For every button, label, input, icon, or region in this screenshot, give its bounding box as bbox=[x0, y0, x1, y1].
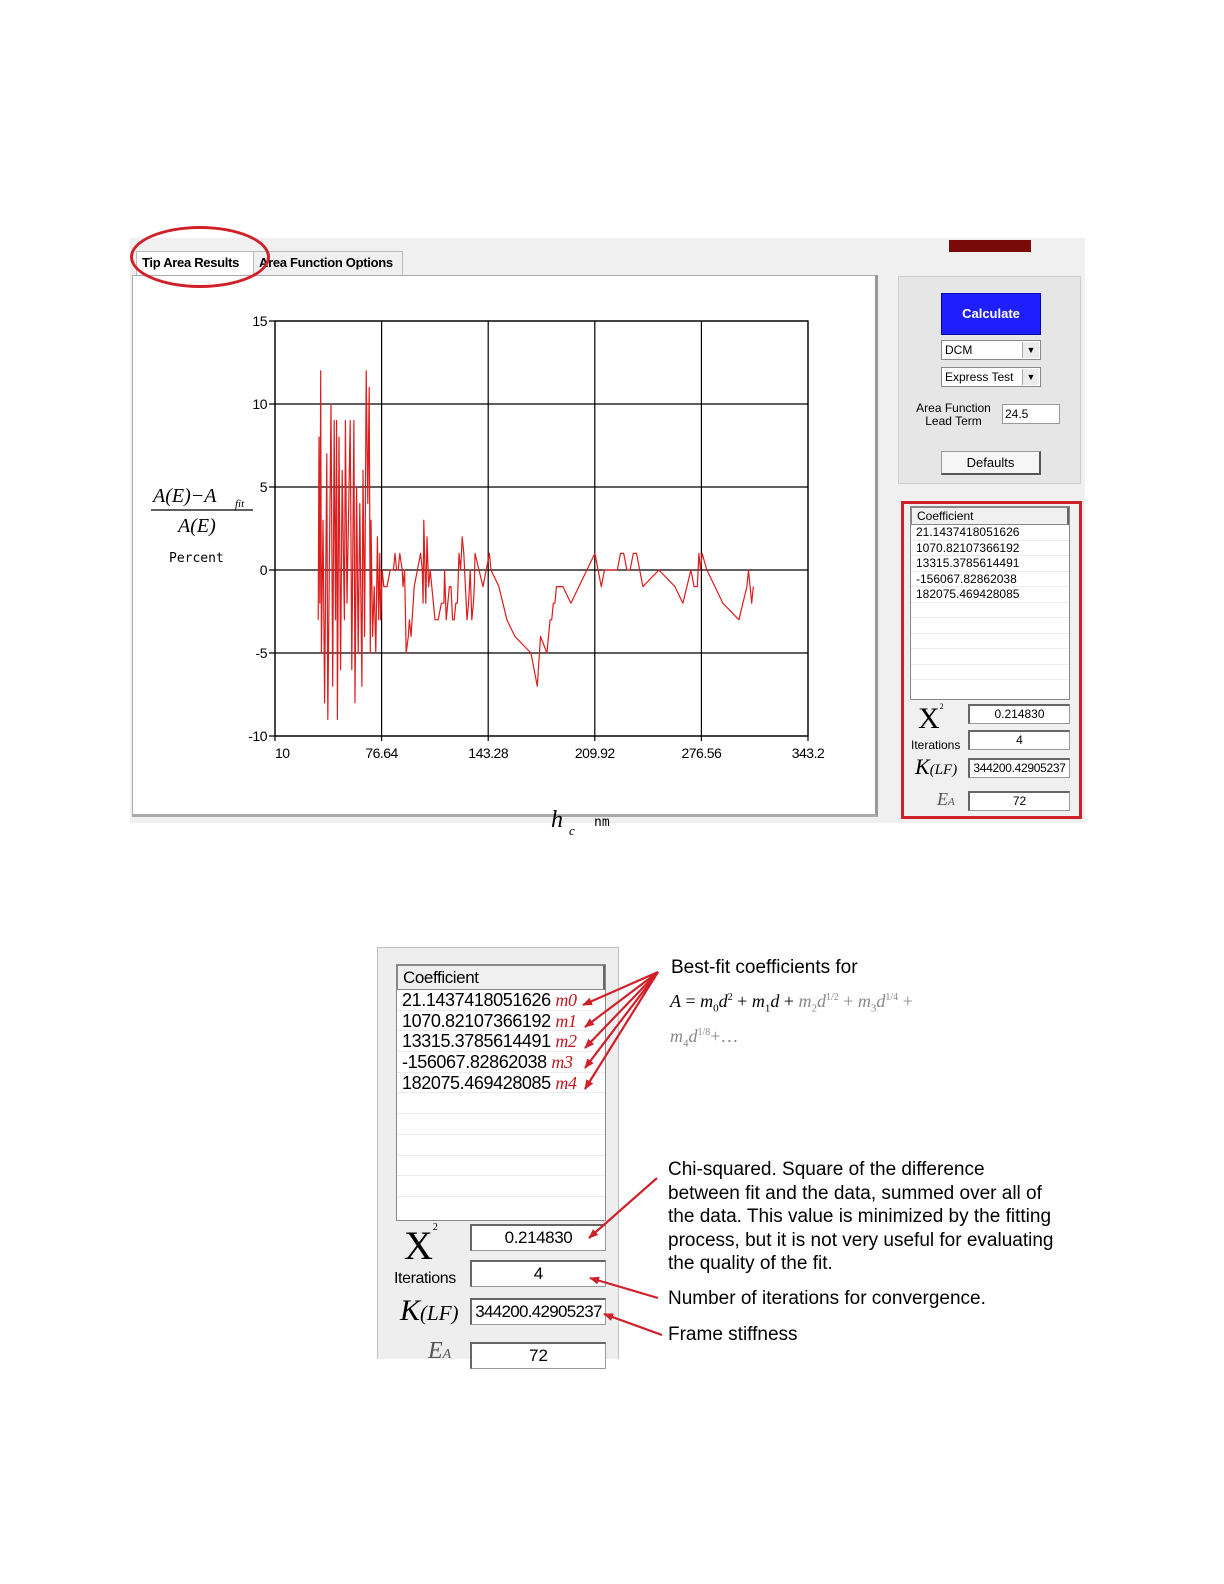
list-item-empty bbox=[397, 1114, 605, 1135]
x-tick-label: 276.56 bbox=[681, 745, 722, 761]
y-label-percent: Percent bbox=[169, 551, 224, 566]
y-tick-label: 5 bbox=[259, 479, 267, 495]
test-dropdown[interactable] bbox=[941, 367, 1041, 387]
grid bbox=[269, 321, 808, 741]
stiffness-note: Frame stiffness bbox=[668, 1324, 798, 1345]
y-tick-label: 0 bbox=[259, 562, 267, 578]
area-function-formula: $A = m_0d^2 + m_1d + m_2d^{1/2} + m_3d^{1/4}$ + $m_4d^{1/8}+\dots$ bbox=[670, 991, 913, 1050]
list-item[interactable] bbox=[397, 1073, 605, 1094]
list-item-empty bbox=[911, 618, 1069, 634]
y-label-denominator: A(E) bbox=[178, 515, 216, 537]
calculate-button[interactable]: Calculate bbox=[941, 293, 1041, 335]
list-item-empty bbox=[397, 1176, 605, 1197]
chi-line: process, but it is not very useful for evaluating bbox=[668, 1229, 1054, 1251]
tab-area-function-options[interactable]: Area Function Options bbox=[253, 251, 403, 275]
ea-value[interactable]: 72 bbox=[968, 791, 1070, 811]
defaults-button[interactable]: Defaults bbox=[941, 451, 1041, 475]
coef-value: 13315.3785614491 bbox=[402, 1031, 551, 1052]
iterations-note: Number of iterations for convergence. bbox=[668, 1288, 986, 1309]
app-window bbox=[130, 238, 1085, 838]
chi-squared-value[interactable]: 0.214830 bbox=[968, 704, 1070, 724]
x-tick-label: 209.92 bbox=[574, 745, 615, 761]
zoom-coefficient-header[interactable]: Coefficient bbox=[397, 965, 605, 990]
list-item[interactable] bbox=[397, 1031, 605, 1052]
coef-label-m0: m0 bbox=[555, 990, 577, 1010]
tab-strip bbox=[130, 238, 1085, 276]
coefficient-list[interactable] bbox=[910, 506, 1070, 700]
plot-panel bbox=[132, 275, 878, 838]
y-tick-label: 10 bbox=[252, 396, 267, 412]
coef-value: 21.1437418051626 bbox=[402, 990, 551, 1010]
y-tick-label: -5 bbox=[255, 645, 267, 661]
y-tick-label: 15 bbox=[252, 313, 267, 329]
test-value: Express Test bbox=[945, 370, 1014, 384]
chi-line: between fit and the data, summed over all of bbox=[668, 1182, 1042, 1204]
zoom-ea-value[interactable]: 72 bbox=[470, 1342, 606, 1369]
ea-symbol: EA bbox=[428, 1338, 452, 1364]
frame-stiffness-value[interactable]: 344200.42905237 bbox=[968, 758, 1070, 778]
x-tick-label: 343.2 bbox=[791, 745, 825, 761]
x-label-unit: nm bbox=[594, 815, 610, 830]
bestfit-title: Best-fit coefficients for bbox=[671, 957, 858, 978]
frame-stiffness-symbol: K(LF) bbox=[400, 1294, 459, 1327]
lead-term-input[interactable]: 24.5 bbox=[1002, 404, 1060, 424]
chi-line: the quality of the fit. bbox=[668, 1253, 833, 1274]
list-item[interactable]: 182075.469428085 bbox=[911, 587, 1069, 603]
y-tick-label: -10 bbox=[248, 728, 267, 744]
list-item-empty bbox=[911, 665, 1069, 681]
zoom-coefficient-list[interactable] bbox=[396, 964, 606, 1221]
zoom-iterations-label: Iterations bbox=[394, 1270, 456, 1287]
tab-tip-area-results[interactable]: Tip Area Results bbox=[136, 251, 254, 275]
zoom-frame-stiffness-value[interactable]: 344200.42905237 bbox=[470, 1298, 606, 1325]
list-item[interactable]: 1070.82107366192 bbox=[911, 541, 1069, 557]
x-label-h: h bbox=[551, 807, 563, 833]
header-bar bbox=[949, 240, 1031, 252]
chi-line: Chi-squared. Square of the difference bbox=[668, 1159, 985, 1180]
list-item-empty bbox=[397, 1093, 605, 1114]
chevron-down-icon[interactable]: ▼ bbox=[1022, 369, 1039, 385]
zoom-iterations-value[interactable]: 4 bbox=[470, 1260, 606, 1287]
highlight-circle bbox=[130, 226, 270, 288]
iterations-value[interactable]: 4 bbox=[968, 730, 1070, 750]
lead-term-label: Area Function Lead Term bbox=[916, 401, 991, 428]
chi-squared-symbol: $X^2$ bbox=[404, 1222, 438, 1268]
list-item[interactable]: -156067.82862038 bbox=[911, 572, 1069, 588]
method-dropdown[interactable] bbox=[941, 340, 1041, 360]
method-value: DCM bbox=[945, 343, 973, 357]
list-item-empty bbox=[397, 1135, 605, 1156]
residual-chart bbox=[133, 276, 877, 838]
chi-line: the data. This value is minimized by the fitting bbox=[668, 1206, 1052, 1227]
x-tick-label: 10 bbox=[275, 745, 290, 761]
list-item[interactable] bbox=[397, 1052, 605, 1073]
x-tick-label: 76.64 bbox=[365, 745, 398, 761]
coef-label-m3: m3 bbox=[551, 1052, 573, 1073]
coef-label-m1: m1 bbox=[555, 1010, 577, 1031]
results-panel bbox=[901, 501, 1082, 819]
chi-squared-symbol: $X^2$ bbox=[918, 702, 944, 735]
list-item-empty bbox=[911, 634, 1069, 650]
x-tick-label: 143.28 bbox=[468, 745, 509, 761]
coef-value: 182075.469428085 bbox=[402, 1072, 551, 1093]
iterations-label: Iterations bbox=[911, 738, 961, 752]
zoomed-results-panel bbox=[377, 947, 619, 1365]
x-label-sub: c bbox=[569, 823, 575, 838]
y-label-numerator: A(E)−A bbox=[153, 485, 217, 507]
list-item[interactable] bbox=[397, 1011, 605, 1032]
list-item-empty bbox=[911, 603, 1069, 619]
ea-symbol: EA bbox=[937, 789, 955, 809]
series-line bbox=[318, 371, 753, 720]
coef-label-m4: m4 bbox=[555, 1072, 577, 1093]
coef-value: -156067.82862038 bbox=[402, 1052, 547, 1073]
chevron-down-icon[interactable]: ▼ bbox=[1022, 342, 1039, 358]
chi-squared-note bbox=[668, 1158, 1088, 1276]
coefficient-header[interactable]: Coefficient bbox=[911, 507, 1069, 525]
x-axis-label bbox=[551, 807, 575, 838]
list-item-empty bbox=[397, 1156, 605, 1177]
list-item[interactable]: 13315.3785614491 bbox=[911, 556, 1069, 572]
y-axis-label bbox=[151, 485, 253, 537]
zoom-chi-squared-value[interactable]: 0.214830 bbox=[470, 1224, 606, 1251]
list-item[interactable]: 21.1437418051626 bbox=[911, 525, 1069, 541]
list-item-empty bbox=[911, 649, 1069, 665]
frame-stiffness-symbol: K(LF) bbox=[915, 754, 958, 779]
control-panel bbox=[898, 276, 1081, 484]
coef-value: 1070.82107366192 bbox=[402, 1010, 551, 1031]
y-label-subscript: fit bbox=[235, 498, 245, 510]
list-item[interactable] bbox=[397, 990, 605, 1011]
coef-label-m2: m2 bbox=[555, 1031, 577, 1052]
